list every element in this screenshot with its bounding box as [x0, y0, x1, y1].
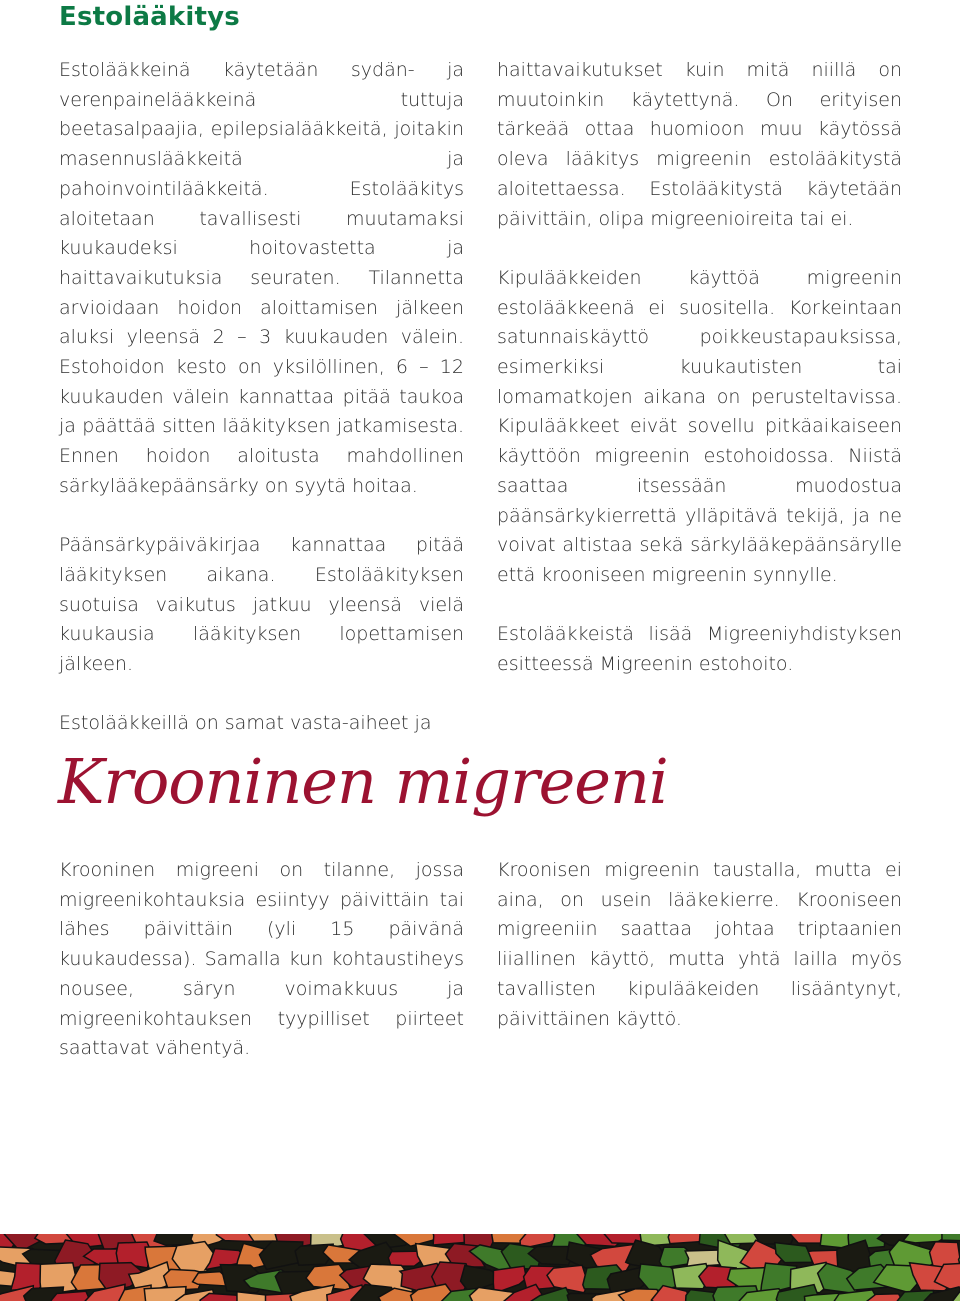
body-paragraph: Kipulääkkeiden käyttöä migreenin estolääkkeenä ei suositella. Korkeintaan satunnaiskäyttö poikkeustapauksissa, esimerkiksi kuukautisten tai lomamatkojen aikana on perusteltavissa. Kipulääkkeet eivät sovellu pitkäaikaiseen käyttöön migreenin estohoidossa. Niistä saattaa itsessään muodostua päänsärkykierrettä ylläpitävä tekijä, ja ne voivat altistaa sekä särkylääkepäänsärylle että krooniseen migreenin synnylle. [497, 266, 902, 586]
section1-right-column [497, 56, 902, 680]
section-title-estolaakitys: Estolääkitys [59, 2, 240, 32]
mosaic-tile [941, 1234, 960, 1241]
body-paragraph: Kroonisen migreenin taustalla, mutta ei aina, on usein lääkekierre. Krooniseen migreeniin saattaa johtaa triptaanien liiallinen käyttö, mutta yhtä lailla myös tavallisten kipulääkeiden lisääntynyt, päivittäinen käyttö. [497, 859, 902, 1030]
body-paragraph: Estolääkkeillä on samat vasta-aiheet ja [59, 712, 432, 735]
body-paragraph: Estolääkkeistä lisää Migreeniyhdistyksen esitteessä Migreenin estohoito. [497, 623, 902, 676]
section1-left-column [59, 56, 464, 739]
body-paragraph: Estolääkkeinä käytetään sydän- ja verenpainelääkkeinä tuttuja beetasalpaajia, epilepsialääkkeitä, joitakin masennuslääkkeitä ja pahoinvointilääkkeitä. Estolääkitys aloitetaan tavallisesti muutamaksi kuukaudeksi hoitovastetta ja haittavaikutuksia seuraten. Tilannetta arvioidaan hoidon aloittamisen jälkeen aluksi yleensä 2 – 3 kuukauden välein. Estohoidon kesto on yksilöllinen, 6 – 12 kuukauden välein kannattaa pitää taukoa ja päättää sitten lääkityksen jatkamisesta. Ennen hoidon aloitusta mahdollinen särkylääkepäänsärky on syytä hoitaa. [59, 59, 464, 497]
body-paragraph: Krooninen migreeni on tilanne, jossa migreenikohtauksia esiintyy päivittäin tai lähes päivittäin (yli 15 päivänä kuukaudessa). Samalla kun kohtaustiheys nousee, säryn voimakkuus ja migreenikohtauksen tyypilliset piirteet saattavat vähentyä. [59, 859, 464, 1060]
section2-left-column [59, 856, 464, 1064]
decorative-mosaic-band [0, 1234, 960, 1301]
body-paragraph: haittavaikutukset kuin mitä niillä on muutoinkin käytettynä. On erityisen tärkeää ottaa huomioon muu käytössä oleva lääkitys migreenin estolääkitystä aloitettaessa. Estolääkitystä käytetään päivittäin, olipa migreenioireita tai ei. [497, 59, 902, 230]
section-title-krooninen-migreeni: Krooninen migreeni [58, 745, 668, 818]
section2-right-column [497, 856, 902, 1034]
mosaic-pattern [0, 1234, 960, 1301]
body-paragraph: Päänsärkypäiväkirjaa kannattaa pitää lääkityksen aikana. Estolääkityksen suotuisa vaikutus jatkuu yleensä vielä kuukausia lääkityksen lopettamisen jälkeen. [59, 534, 464, 676]
